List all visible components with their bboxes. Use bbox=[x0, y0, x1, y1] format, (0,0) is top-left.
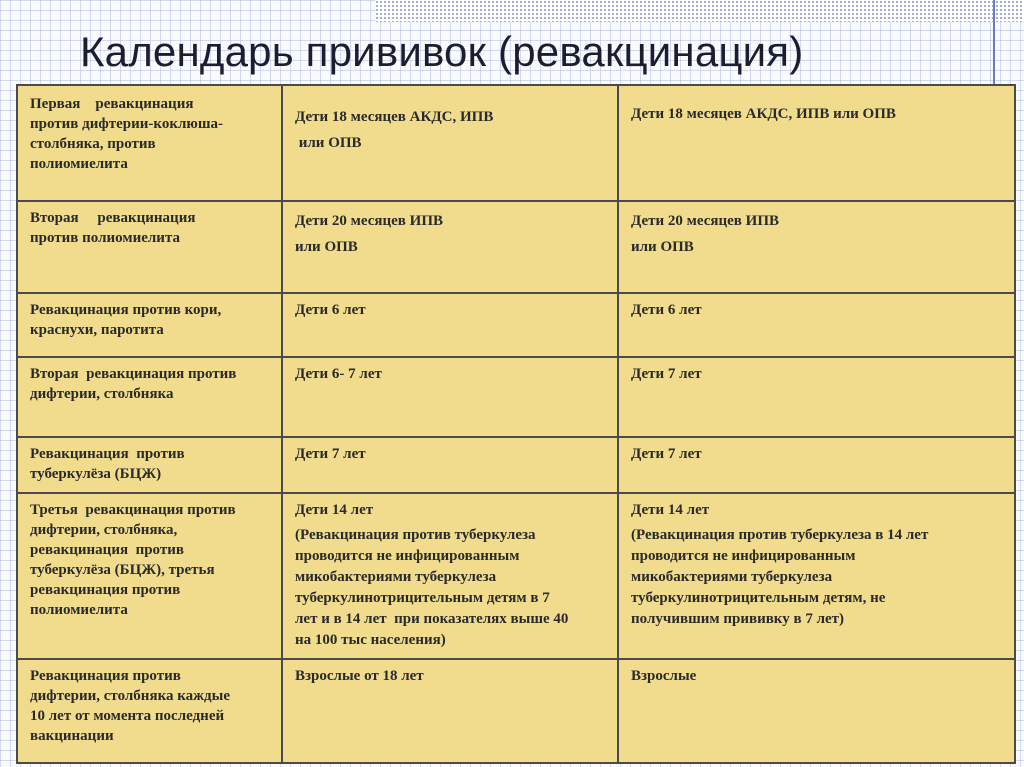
cell-revaccination-type: Ревакцинация против дифтерии, столбняка каждые 10 лет от момента последней вакцинации bbox=[17, 659, 282, 763]
cell-age-schedule-a: Взрослые от 18 лет bbox=[282, 659, 618, 763]
table-row bbox=[17, 293, 1015, 357]
cell-age-schedule-b: Дети 7 лет bbox=[618, 357, 1015, 437]
decorative-dotted-band bbox=[375, 0, 1024, 22]
table-row bbox=[17, 493, 1015, 659]
cell-revaccination-type: Вторая ревакцинация против полиомиелита bbox=[17, 201, 282, 293]
cell-age-schedule-b: Дети 18 месяцев АКДС, ИПВ или ОПВ bbox=[618, 85, 1015, 201]
table-row bbox=[17, 85, 1015, 201]
cell-age-schedule-a: Дети 6- 7 лет bbox=[282, 357, 618, 437]
cell-age-schedule-b: Дети 7 лет bbox=[618, 437, 1015, 493]
cell-age-schedule-b: Дети 6 лет bbox=[618, 293, 1015, 357]
cell-age-schedule-a: Дети 18 месяцев АКДС, ИПВ или ОПВ bbox=[282, 85, 618, 201]
cell-revaccination-type: Третья ревакцинация против дифтерии, столбняка, ревакцинация против туберкулёза (БЦЖ), третья ревакцинация против полиомиелита bbox=[17, 493, 282, 659]
cell-age-schedule-a: Дети 7 лет bbox=[282, 437, 618, 493]
vaccination-schedule-table bbox=[16, 84, 1016, 764]
table-row bbox=[17, 659, 1015, 763]
cell-age-schedule-b: Дети 20 месяцев ИПВ или ОПВ bbox=[618, 201, 1015, 293]
cell-age-schedule-b: Взрослые bbox=[618, 659, 1015, 763]
decorative-vertical-line bbox=[993, 0, 995, 90]
cell-age-schedule-b: Дети 14 лет (Ревакцинация против туберкулеза в 14 лет проводится не инфицированным микобактериями туберкулеза туберкулинотрицительным детям, не получившим прививку в 7 лет) bbox=[618, 493, 1015, 659]
table-row bbox=[17, 357, 1015, 437]
table-row bbox=[17, 201, 1015, 293]
page-title: Календарь прививок (ревакцинация) bbox=[80, 28, 804, 75]
cell-age-schedule-a: Дети 6 лет bbox=[282, 293, 618, 357]
cell-revaccination-type: Ревакцинация против туберкулёза (БЦЖ) bbox=[17, 437, 282, 493]
cell-revaccination-type: Ревакцинация против кори, краснухи, паротита bbox=[17, 293, 282, 357]
cell-revaccination-type: Вторая ревакцинация против дифтерии, столбняка bbox=[17, 357, 282, 437]
cell-age-schedule-a: Дети 20 месяцев ИПВ или ОПВ bbox=[282, 201, 618, 293]
cell-age-schedule-a: Дети 14 лет (Ревакцинация против туберкулеза проводится не инфицированным микобактериями туберкулеза туберкулинотрицительным детям в 7 лет и в 14 лет при показателях выше 40 на 100 тыс населения) bbox=[282, 493, 618, 659]
cell-revaccination-type: Первая ревакцинация против дифтерии-коклюша- столбняка, против полиомиелита bbox=[17, 85, 282, 201]
table-row bbox=[17, 437, 1015, 493]
